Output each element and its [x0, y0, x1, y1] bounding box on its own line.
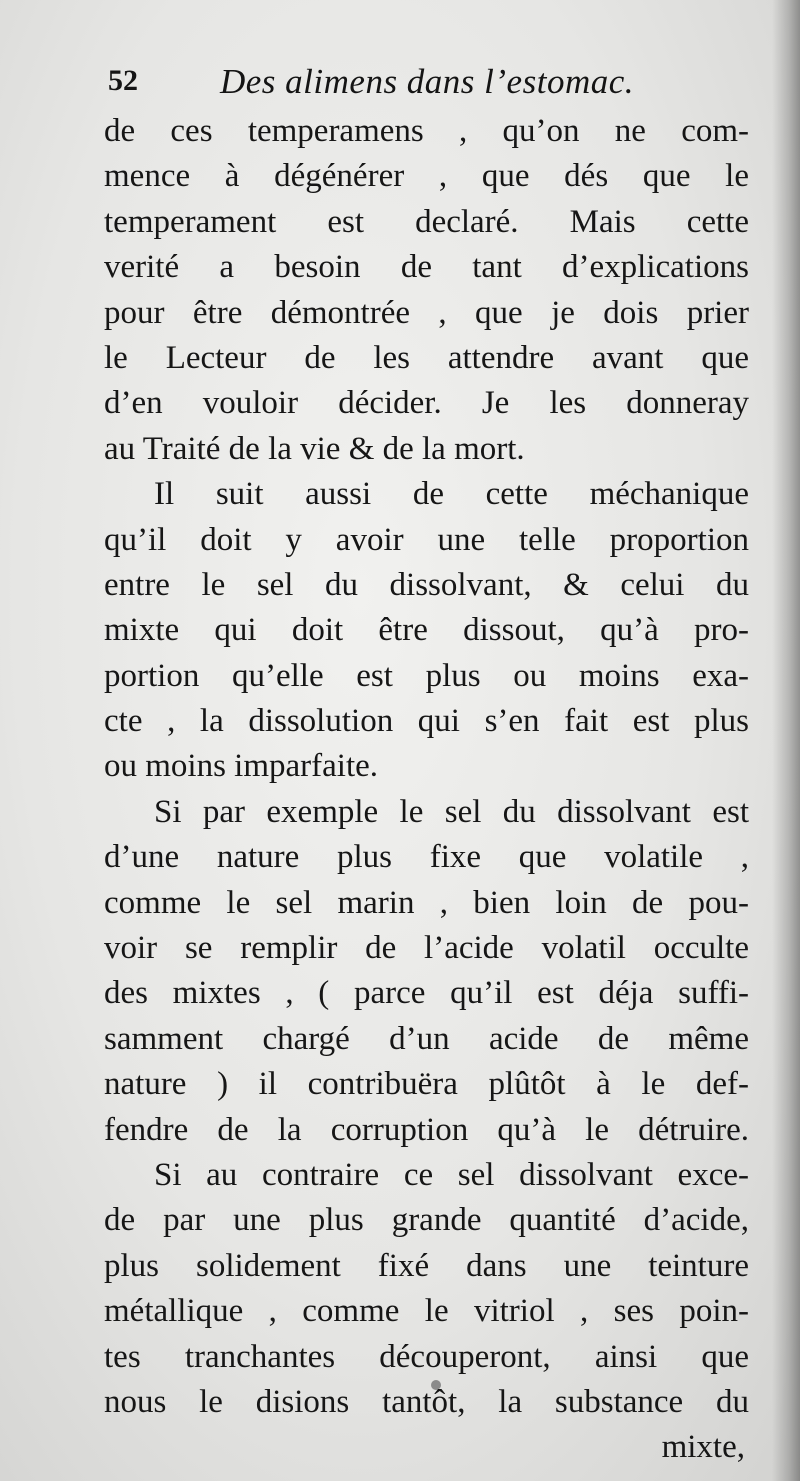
text-line: nous le disions tantôt, la substance du: [104, 1383, 749, 1420]
page-header: [108, 62, 748, 112]
text-line: verité a besoin de tant d’explications: [104, 249, 749, 286]
text-line: ou moins imparfaite.: [104, 748, 379, 785]
text-line: samment chargé d’un acide de même: [104, 1020, 749, 1057]
text-line: métallique , comme le vitriol , ses poin-: [104, 1293, 749, 1330]
text-line: d’en vouloir décider. Je les donneray: [104, 385, 749, 422]
text-line: comme le sel marin , bien loin de pou-: [104, 884, 749, 921]
text-line: pour être démontrée , que je dois prier: [104, 294, 749, 331]
text-line: de par une plus grande quantité d’acide,: [104, 1202, 749, 1239]
text-line: portion qu’elle est plus ou moins exa-: [104, 657, 749, 694]
text-line: plus solidement fixé dans une teinture: [104, 1247, 749, 1284]
text-line: Il suit aussi de cette méchanique: [154, 476, 749, 513]
text-line: de ces temperamens , qu’on ne com-: [104, 113, 749, 149]
text-line: Si par exemple le sel du dissolvant est: [154, 793, 749, 830]
body-text: [104, 109, 749, 1471]
text-line: mence à dégénérer , que dés que le: [104, 158, 749, 195]
text-line: fendre de la corruption qu’à le détruire.: [104, 1111, 749, 1148]
text-line: nature ) il contribuëra plûtôt à le def-: [104, 1066, 749, 1103]
text-line: des mixtes , ( parce qu’il est déja suffi-: [104, 975, 749, 1012]
text-line: au Traité de la vie & de la mort.: [104, 430, 525, 467]
text-line: d’une nature plus fixe que volatile ,: [104, 839, 749, 876]
running-title: Des alimens dans l’estomac.: [220, 62, 635, 101]
text-line: cte , la dissolution qui s’en fait est plus: [104, 703, 749, 740]
gutter-shadow: [772, 0, 800, 1481]
text-line: qu’il doit y avoir une telle proportion: [104, 521, 749, 558]
text-line: voir se remplir de l’acide volatil occulte: [104, 930, 749, 967]
catchword: mixte,: [661, 1429, 745, 1466]
text-line: temperament est declaré. Mais cette: [104, 203, 749, 240]
text-line: entre le sel du dissolvant, & celui du: [104, 566, 749, 603]
text-line: le Lecteur de les attendre avant que: [104, 339, 749, 376]
text-line: mixte qui doit être dissout, qu’à pro-: [104, 612, 749, 649]
text-line: Si au contraire ce sel dissolvant exce-: [154, 1156, 749, 1193]
page-number: 52: [108, 64, 138, 97]
text-line: tes tranchantes découperont, ainsi que: [104, 1338, 749, 1375]
